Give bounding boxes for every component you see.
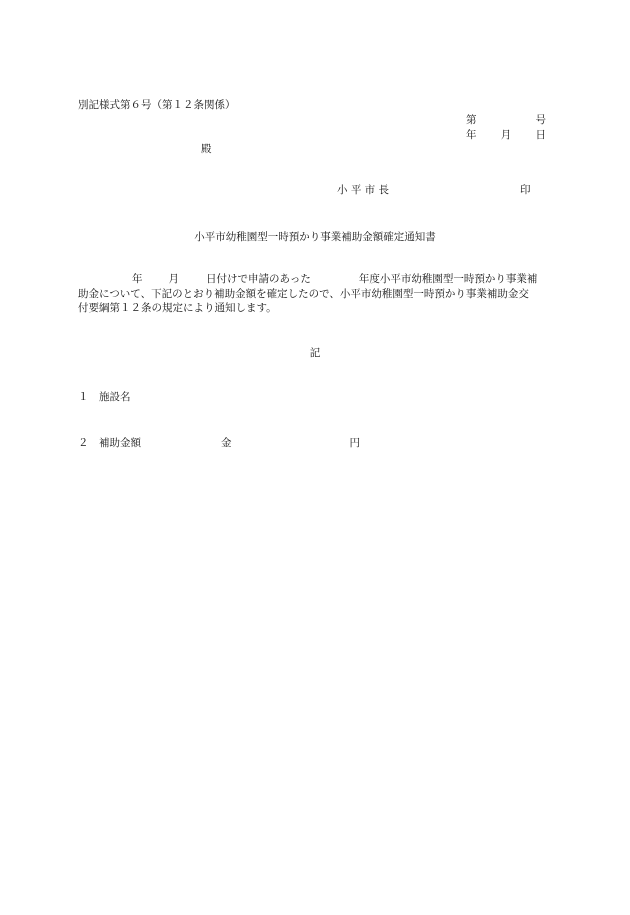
amount-prefix: 金	[221, 437, 232, 449]
body-date-text: 日付けで申請のあった	[206, 273, 311, 285]
seal-mark: 印	[520, 184, 531, 196]
date-day: 日	[535, 129, 546, 141]
body-paragraph	[78, 272, 548, 316]
body-line-1	[78, 272, 548, 287]
addressee-suffix: 殿	[201, 143, 212, 155]
item-subsidy-amount	[78, 436, 360, 450]
form-label: 別記様式第６号（第１２条関係）	[78, 99, 236, 111]
item-label: 施設名	[99, 391, 131, 403]
record-mark: 記	[309, 347, 321, 359]
item-number: １	[78, 391, 89, 403]
number-suffix: 号	[535, 114, 546, 126]
document-title: 小平市幼稚園型一時預かり事業補助金額確定通知書	[194, 231, 436, 243]
body-fiscal-text: 年度小平市幼稚園型一時預かり事業補	[358, 273, 538, 285]
item-number: ２	[78, 437, 89, 449]
item-label: 補助金額	[99, 437, 141, 449]
date-year: 年	[466, 129, 477, 141]
body-year: 年	[132, 273, 143, 285]
document-number	[466, 113, 546, 127]
date-month: 月	[500, 129, 512, 141]
amount-unit: 円	[349, 437, 360, 449]
number-prefix: 第	[466, 114, 477, 126]
issuer-name: 小 平 市 長	[337, 184, 390, 196]
body-line-2: 助金について、下記のとおり補助金額を確定したので、小平市幼稚園型一時預かり事業補助金交	[78, 287, 529, 300]
body-month: 月	[168, 273, 179, 285]
body-line-3: 付要綱第１２条の規定により通知します。	[78, 302, 277, 314]
document-date	[466, 128, 546, 142]
item-facility-name	[78, 390, 131, 404]
